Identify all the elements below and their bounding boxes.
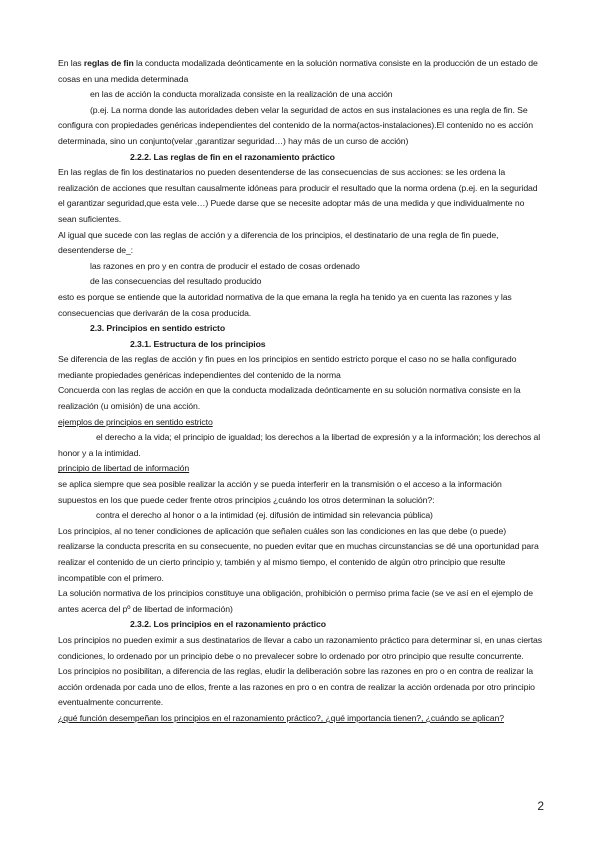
paragraph: Se diferencia de las reglas de acción y fin pues en los principios en sentido estricto porque el caso no se halla configurado mediante propiedades genéricas independientes del contenido de la norma bbox=[58, 354, 517, 380]
paragraph: Los principios no pueden eximir a sus destinatarios de llevar a cabo un razonamiento práctico para determinar si, en unas ciertas condiciones, lo ordenado por un principio debe o no prevalecer sobre lo ordenado por otro principio que resulte concurrente. bbox=[58, 634, 543, 661]
paragraph: las razones en pro y en contra de producir el estado de cosas ordenado bbox=[90, 260, 360, 271]
underlined-title: ejemplos de principios en sentido estricto bbox=[58, 416, 213, 427]
section-heading: 2.3.1. Estructura de los principios bbox=[130, 338, 266, 349]
paragraph: se aplica siempre que sea posible realizar la acción y se pueda interferir en la transmisión o el acceso a la información bbox=[58, 479, 502, 490]
paragraph bbox=[58, 56, 544, 87]
paragraph: supuestos en los que puede ceder frente otros principios ¿cuándo los otros determinan la solución?: bbox=[58, 494, 435, 505]
underlined-question: ¿qué función desempeñan los principios en el razonamiento práctico?, ¿qué importancia tienen?, ¿cuándo se aplican? bbox=[58, 712, 504, 723]
section-heading: 2.3. Principios en sentido estricto bbox=[90, 323, 226, 334]
paragraph: en las de acción la conducta moralizada consiste en la realización de una acción bbox=[90, 89, 393, 100]
paragraph bbox=[58, 430, 544, 461]
text-run: la conducta modalizada deónticamente en la solución normativa consiste en la producción de un estado de cosas en una medida determinada bbox=[58, 58, 538, 84]
text-run: (p.ej. La norma donde las autoridades deben velar la seguridad de actos en sus instalaciones es una regla de fin. Se configura con propiedades genéricas independientes del contenido de la norma(actos-instalaciones).El contenido no es acción determinada, sino un conjunto(velar ,garantizar seguridad…) hay más de un curso de acción) bbox=[58, 104, 533, 146]
section-heading: 2.3.2. Los principios en el razonamiento práctico bbox=[130, 619, 326, 630]
paragraph: contra el derecho al honor o a la intimidad (ej. difusión de intimidad sin relevancia pública) bbox=[96, 510, 433, 521]
paragraph bbox=[58, 103, 544, 150]
page-number: 2 bbox=[537, 799, 544, 813]
paragraph: de las consecuencias del resultado producido bbox=[90, 276, 262, 287]
paragraph: Concuerda con las reglas de acción en que la conducta modalizada deónticamente en su solución normativa consiste en la realización (u omisión) de una acción. bbox=[58, 385, 521, 412]
document-body bbox=[58, 56, 544, 727]
underlined-title: principio de libertad de información bbox=[58, 463, 190, 474]
paragraph: Al igual que sucede con las reglas de acción y a diferencia de los principios, el destinatario de una regla de fin puede, desentenderse de_: bbox=[58, 229, 499, 256]
paragraph: En las reglas de fin los destinatarios no pueden desentenderse de las consecuencias de sus acciones: se les ordena la realización de acciones que resultan causalmente idóneas para producir el resultado que la norma ordena (p.ej. en la seguridad el garantizar seguridad,que esta vele…) Puede darse que se necesite adoptar más de una medida y que individualmente no sean suficientes. bbox=[58, 167, 538, 224]
first-line-indent bbox=[58, 105, 90, 115]
paragraph: Los principios, al no tener condiciones de aplicación que señalen cuáles son las condiciones en las que debe (o puede) realizarse la conducta prescrita en su consecuente, no pueden evitar que en muchas circunstancias se dé una oportunidad para realizar el contenido de un cierto principio y, también y al mismo tiempo, el contenido de algún otro principio que resulte incompatible con el primero. bbox=[58, 525, 539, 583]
first-line-indent bbox=[58, 432, 96, 442]
text-run: En las bbox=[58, 58, 84, 68]
text-run: el derecho a la vida; el principio de igualdad; los derechos a la libertad de expresión y a la información; los derechos al honor y a la intimidad. bbox=[58, 432, 541, 458]
paragraph: La solución normativa de los principios constituye una obligación, prohibición o permiso prima facie (se ve así en el ejemplo de antes acerca del pº de libertad de información) bbox=[58, 588, 533, 614]
paragraph: Los principios no posibilitan, a diferencia de las reglas, eludir la deliberación sobre las razones en pro o en contra de realizar la acción ordenada por cada uno de ellos, frente a las razones en pro o en contra de realizar la acción ordenada por otro principio eventualmente concurrente. bbox=[58, 666, 535, 708]
paragraph: esto es porque se entiende que la autoridad normativa de la que emana la regla ha tenido ya en cuenta las razones y las consecuencias que derivarán de la cosa producida. bbox=[58, 291, 512, 318]
bold-term: reglas de fin bbox=[83, 58, 134, 68]
section-heading: 2.2.2. Las reglas de fin en el razonamiento práctico bbox=[130, 151, 335, 162]
